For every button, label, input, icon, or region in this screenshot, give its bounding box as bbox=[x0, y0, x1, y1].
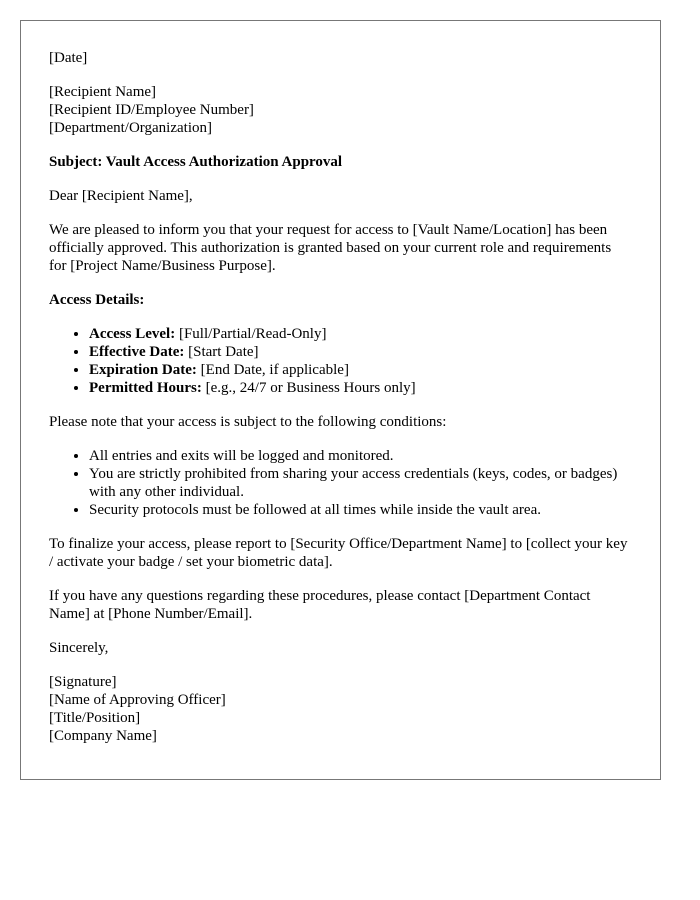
list-item bbox=[89, 361, 632, 379]
list-item bbox=[89, 325, 632, 343]
letter-date: [Date] bbox=[49, 50, 88, 66]
approving-officer-title: [Title/Position] bbox=[49, 710, 141, 726]
permitted-hours-value: [e.g., 24/7 or Business Hours only] bbox=[201, 380, 416, 396]
expiration-date-value: [End Date, if applicable] bbox=[196, 362, 349, 378]
condition-logging: • All entries and exits will be logged and monitored. bbox=[89, 447, 632, 465]
condition-protocols: • Security protocols must be followed at all times while inside the vault area. bbox=[89, 501, 632, 519]
signature-line: [Signature] bbox=[49, 674, 117, 690]
access-level-value: [Full/Partial/Read-Only] bbox=[175, 326, 327, 342]
signature-block bbox=[49, 673, 632, 745]
finalize-paragraph: To finalize your access, please report to [Security Office/Department Name] to [collect your key / activate your badge / set your biometric data]. bbox=[49, 536, 628, 570]
letter-closing: Sincerely, bbox=[49, 640, 109, 656]
expiration-date-label: Expiration Date: bbox=[89, 362, 197, 378]
recipient-department: [Department/Organization] bbox=[49, 120, 212, 136]
access-level-label: Access Level: bbox=[89, 326, 176, 342]
access-details-heading: Access Details: bbox=[49, 292, 145, 308]
letter-intro: We are pleased to inform you that your request for access to [Vault Name/Location] has been officially approved. This authorization is granted based on your current role and requirements for [Project Name/Business Purpose]. bbox=[49, 222, 612, 274]
effective-date-label: Effective Date: bbox=[89, 344, 185, 360]
letter-subject: Subject: Vault Access Authorization Approval bbox=[49, 154, 343, 170]
access-details-list bbox=[49, 325, 632, 397]
recipient-name: [Recipient Name] bbox=[49, 84, 157, 100]
list-item bbox=[89, 343, 632, 361]
conditions-list bbox=[49, 447, 632, 519]
company-name: [Company Name] bbox=[49, 728, 157, 744]
approving-officer-name: [Name of Approving Officer] bbox=[49, 692, 226, 708]
letter-salutation: Dear [Recipient Name], bbox=[49, 188, 193, 204]
list-item bbox=[89, 379, 632, 397]
recipient-id: [Recipient ID/Employee Number] bbox=[49, 102, 254, 118]
permitted-hours-label: Permitted Hours: bbox=[89, 380, 202, 396]
condition-no-sharing: • You are strictly prohibited from sharing your access credentials (keys, codes, or badges) with any other individual. bbox=[89, 465, 632, 501]
recipient-block bbox=[49, 83, 632, 137]
conditions-intro: Please note that your access is subject to the following conditions: bbox=[49, 414, 447, 430]
letter bbox=[20, 20, 661, 780]
questions-paragraph: If you have any questions regarding these procedures, please contact [Department Contact Name] at [Phone Number/Email]. bbox=[49, 588, 591, 622]
effective-date-value: [Start Date] bbox=[184, 344, 259, 360]
